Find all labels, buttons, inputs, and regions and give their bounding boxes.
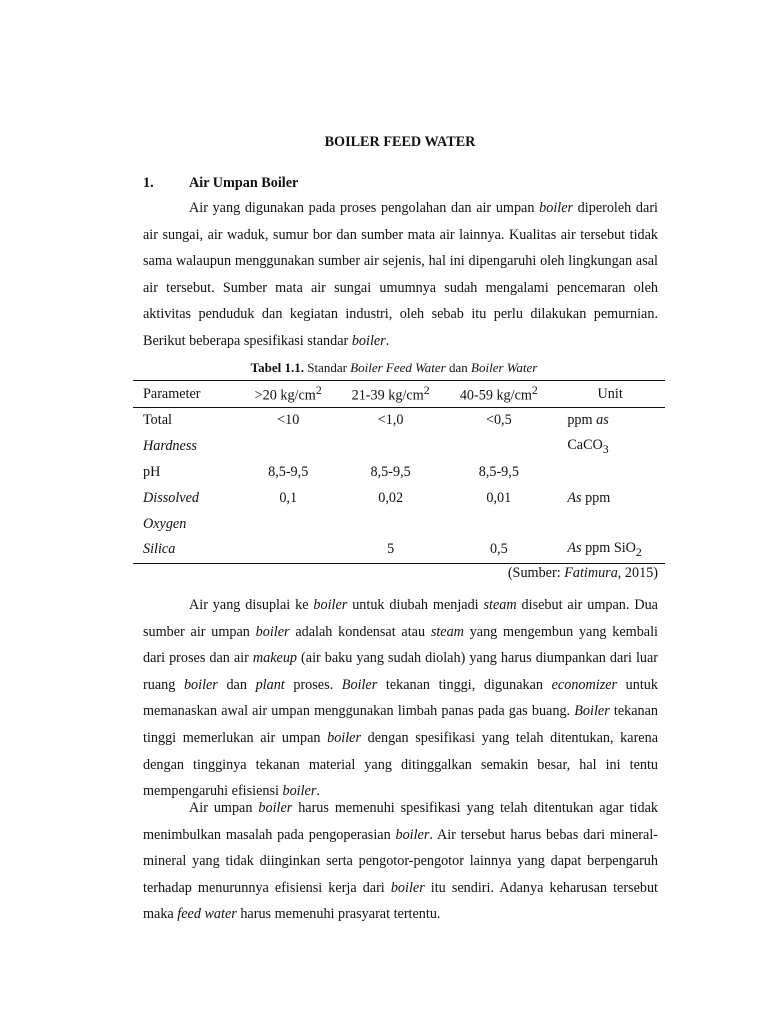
text-run: (air baku yang sudah diolah) yang harus diumpankan dari luar ruang [143, 650, 659, 693]
table-cell [133, 460, 237, 486]
paragraph-1 [143, 195, 658, 355]
text-run: <10 [277, 412, 300, 429]
italic-text: as [596, 412, 609, 429]
table-source [508, 565, 658, 582]
section-title: Air Umpan Boiler [189, 175, 299, 191]
text-run: (Sumber: [507, 565, 565, 581]
table-cell [555, 434, 665, 460]
text-run: 0,1 [279, 489, 298, 506]
text-run: pH [143, 463, 161, 480]
italic-text: Fatimura [564, 565, 618, 581]
italic-text: Silica [143, 541, 176, 558]
text-run: 0,02 [378, 489, 404, 506]
spec-table [133, 380, 665, 564]
italic-text: boiler [390, 879, 425, 896]
italic-text: Hardness [143, 438, 197, 455]
table-cell [339, 408, 442, 434]
text-run: , 2015) [617, 565, 658, 581]
italic-text: As [567, 489, 582, 506]
table-cell [555, 485, 665, 511]
italic-text: Boiler Water [471, 360, 538, 375]
text-run: dengan spesifikasi yang telah ditentukan, karena dengan tingginya tekanan material yang ditinggalkan semakin besar, hal ini tentu mempengaruhi efisiensi [143, 729, 658, 800]
paragraph-3-text [143, 800, 658, 922]
paragraph-2 [143, 592, 658, 805]
table-cell [339, 511, 442, 537]
text-run: 5 [387, 541, 395, 558]
table-cell [133, 511, 237, 537]
table-cell [555, 511, 665, 537]
table-cell [237, 408, 338, 434]
header-cell [442, 381, 555, 408]
text-run: 3 [602, 441, 609, 456]
table-cell [133, 434, 237, 460]
text-run: adalah kondensat atau [289, 623, 431, 640]
text-run: dan [217, 676, 256, 693]
text-run: 40-59 kg/cm [459, 387, 532, 404]
paragraph-3 [143, 795, 658, 928]
table-cell [237, 434, 338, 460]
italic-text: Dissolved [143, 489, 199, 506]
table-cell [442, 537, 555, 563]
text-run: 21-39 kg/cm [351, 387, 424, 404]
text-run: 8,5-9,5 [478, 463, 519, 480]
italic-text: Boiler [341, 676, 378, 693]
text-run: 2 [315, 383, 322, 398]
italic-text: boiler [255, 623, 290, 640]
text-run: Total [143, 412, 172, 429]
italic-text: Boiler Feed Water [350, 360, 446, 375]
table-cell [133, 408, 237, 434]
italic-text: boiler [258, 800, 293, 816]
italic-text: steam [430, 623, 464, 640]
text-run: Standar [303, 360, 351, 375]
table-caption-text [304, 360, 537, 375]
table-cell [237, 460, 338, 486]
table-cell [442, 460, 555, 486]
table-caption [0, 360, 768, 376]
table-row [133, 408, 665, 434]
text-run: Air yang disuplai ke [189, 597, 314, 613]
table-cell [339, 434, 442, 460]
table-cell [442, 408, 555, 434]
italic-text: boiler [327, 729, 361, 746]
section-number: 1. [143, 175, 154, 191]
text-run: proses. [284, 676, 342, 693]
section-heading [143, 175, 298, 192]
text-run: Air umpan [189, 800, 259, 816]
italic-text: boiler [313, 597, 348, 613]
table-cell [555, 537, 665, 563]
text-run: 0,01 [486, 489, 512, 506]
text-run: 2 [635, 544, 642, 559]
text-run: Unit [597, 385, 623, 402]
text-run: ppm SiO [581, 539, 636, 556]
table-cell [442, 511, 555, 537]
text-run: yang mengembun yang kembali dari proses dan air [143, 623, 658, 667]
italic-text: As [567, 539, 582, 556]
italic-text: steam [483, 597, 517, 613]
text-run: harus memenuhi prasyarat tertentu. [236, 906, 441, 923]
header-cell [555, 381, 665, 408]
italic-text: boiler [282, 783, 317, 800]
italic-text: boiler [539, 200, 574, 216]
table-row [133, 511, 665, 537]
text-run: 2 [531, 383, 538, 398]
text-run: CaCO [567, 436, 603, 453]
header-cell [133, 381, 237, 408]
italic-text: plant [255, 676, 285, 693]
table-cell [339, 485, 442, 511]
table-cell [133, 485, 237, 511]
text-run: ppm [567, 412, 597, 429]
paragraph-2-text [143, 597, 658, 799]
text-run: . [316, 783, 320, 800]
italic-text: boiler [351, 332, 386, 349]
text-run: disebut air umpan. Dua sumber air umpan [143, 597, 658, 640]
text-run: . Air tersebut harus bebas dari mineral-mineral yang tidak diinginkan serta pengotor-pengotor lainnya yang dapat berpengaruh terhadap menurunnya efisiensi kerja dari [143, 826, 658, 896]
italic-text: Oxygen [143, 515, 187, 532]
italic-text: feed water [177, 906, 237, 923]
header-cell [237, 381, 338, 408]
table-cell [237, 485, 338, 511]
table-cell [237, 537, 338, 563]
italic-text: boiler [183, 676, 218, 693]
table-caption-label: Tabel 1.1. [250, 360, 304, 375]
table-cell [555, 460, 665, 486]
text-run: tekanan tinggi memerlukan air umpan [143, 703, 658, 746]
text-run: 8,5-9,5 [370, 463, 411, 480]
table-cell [133, 537, 237, 563]
paragraph-1-text [143, 200, 658, 349]
text-run: >20 kg/cm [254, 387, 316, 404]
table-row [133, 485, 665, 511]
table-cell [442, 485, 555, 511]
table-row [133, 537, 665, 563]
italic-text: economizer [551, 676, 618, 693]
text-run: dan [445, 360, 472, 375]
text-run: 8,5-9,5 [268, 463, 309, 480]
text-run: harus memenuhi spesifikasi yang telah ditentukan agar tidak menimbulkan masalah pada pengoperasian [143, 800, 658, 843]
table-cell [237, 511, 338, 537]
table-cell [442, 434, 555, 460]
document-title: BOILER FEED WATER [324, 134, 476, 150]
italic-text: boiler [395, 826, 430, 843]
text-run: untuk diubah menjadi [347, 597, 484, 613]
text-run: <1,0 [377, 412, 404, 429]
text-run: . [385, 332, 390, 349]
text-run: itu sendiri. Adanya keharusan tersebut maka [143, 879, 658, 923]
table-cell [339, 537, 442, 563]
text-run: Air yang digunakan pada proses pengolahan dan air umpan [189, 200, 540, 216]
table-header-row [133, 381, 665, 408]
table-cell [339, 460, 442, 486]
text-run: ppm [581, 489, 611, 506]
italic-text: Boiler [574, 703, 610, 720]
text-run: diperoleh dari air sungai, air waduk, sumur bor dan sumber mata air lainnya. Kualitas air tersebut tidak sama walaupun menggunakan sumber air sejenis, hal ini dipengaruhi oleh lingkungan asal air tersebut. Sumber mata air sungai umumnya sudah mengalami pencemaran oleh aktivitas penduduk dan kegiatan industri, oleh sebab itu perlu dilakukan pemurnian. Berikut beberapa spesifikasi standar [143, 200, 658, 349]
text-run: Parameter [143, 385, 201, 402]
table-row [133, 434, 665, 460]
table-cell [555, 408, 665, 434]
text-run: <0,5 [485, 412, 512, 429]
text-run: tekanan tinggi, digunakan [377, 676, 552, 693]
text-run: untuk memanaskan awal air umpan menggunakan limbah panas pada gas buang. [143, 676, 658, 720]
header-cell [339, 381, 442, 408]
italic-text: makeup [252, 650, 298, 667]
table-row [133, 460, 665, 486]
text-run: 0,5 [489, 541, 508, 558]
text-run: 2 [423, 383, 430, 398]
